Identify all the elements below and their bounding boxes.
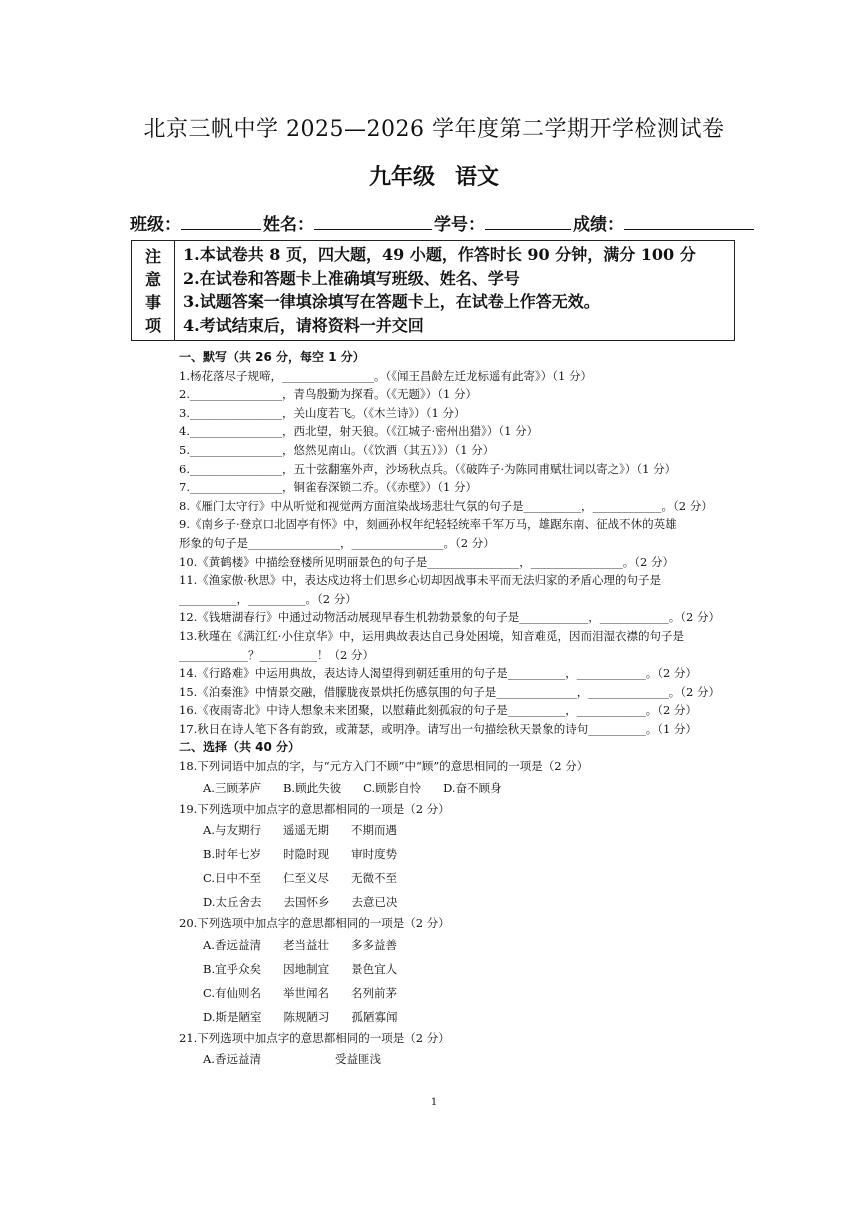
notice-box <box>131 240 735 341</box>
option: 老当益壮 <box>282 937 329 952</box>
option: 时隐时现 <box>283 847 330 862</box>
option-row <box>179 776 744 800</box>
exam-subtitle <box>0 160 868 191</box>
question-line: 5.________________，悠然见南山。（《饮酒（其五）》）（1 分） <box>179 442 495 457</box>
question-stem: 18.下列词语中加点的字，与“元方入门不顾”中“顾”的意思相同的一项是（2 分） <box>179 759 589 774</box>
question-line: 9.《南乡子·登京口北固亭有怀》中，刻画孙权年纪轻轻统率千军万马，雄踞东南、征战不休的英雄 <box>179 517 677 532</box>
student-info-row <box>130 210 756 235</box>
option-row <box>179 957 744 981</box>
option: 去国怀乡 <box>283 895 330 910</box>
subject-label: 语文 <box>455 165 500 190</box>
score-blank <box>624 215 754 230</box>
question-stem: 19.下列选项中加点字的意思都相同的一项是（2 分） <box>179 801 450 816</box>
option: 受益匪浅 <box>335 1052 381 1067</box>
question-line: ____________？__________！（2 分） <box>179 647 374 662</box>
notice-item: 2.在试卷和答题卡上准确填写班级、姓名、学号 <box>183 268 520 288</box>
score-label: 成绩： <box>573 215 624 235</box>
option: 遥遥无期 <box>282 823 329 838</box>
option: D.太丘舍去 <box>203 895 262 910</box>
class-blank <box>181 215 261 230</box>
option: 仁至义尽 <box>283 871 330 886</box>
question-line: 1.杨花落尽子规啼，________________。（《闻王昌龄左迁龙标遥有此寄》）（1 分） <box>179 368 592 383</box>
option-row <box>179 866 744 890</box>
question-line: 8.《雁门太守行》中从听觉和视觉两方面渲染战场悲壮气氛的句子是__________，____________。（2 分） <box>179 498 713 513</box>
exam-body <box>179 348 744 1071</box>
notice-item: 4.考试结束后，请将资料一并交回 <box>183 315 424 335</box>
question-line: 13.秋瑾在《满江红·小住京华》中，运用典故表达自己身处困境，知音难觅，因而泪湿衣襟的句子是 <box>179 628 684 643</box>
option: A.三顾茅庐 <box>203 780 261 795</box>
option: 陈规陋习 <box>283 1009 330 1024</box>
option: C.有仙则名 <box>203 985 262 1000</box>
option: A.香远益清 <box>203 937 261 952</box>
question-line: 11.《渔家傲·秋思》中，表达戍边将士们思乡心切却因战事未平而无法归家的矛盾心理的句子是 <box>179 573 661 588</box>
grade-label: 九年级 <box>368 165 435 190</box>
option: 无微不至 <box>351 871 398 886</box>
notice-head-char: 项 <box>144 315 161 335</box>
id-label: 学号： <box>434 215 485 235</box>
question-line: 12.《钱塘湖春行》中通过动物活动展现早春生机勃勃景象的句子是____________，____________。（2 分） <box>179 610 721 625</box>
option-row <box>179 1005 744 1029</box>
option: A.香远益清 <box>203 1052 261 1067</box>
notice-items <box>175 241 696 340</box>
question-line: 10.《黄鹤楼》中描绘登楼所见明丽景色的句子是________________，________________。（2 分） <box>179 554 675 569</box>
question-line: 14.《行路难》中运用典故，表达诗人渴望得到朝廷重用的句子是__________，____________。（2 分） <box>179 666 698 681</box>
option-row <box>179 842 744 866</box>
option-row <box>179 933 744 957</box>
option: B.宜乎众矣 <box>203 961 262 976</box>
question-stem: 21.下列选项中加点字的意思都相同的一项是（2 分） <box>179 1030 450 1045</box>
option: 名列前茅 <box>351 985 398 1000</box>
section-title: 一、默写（共 26 分，每空 1 分） <box>179 350 365 364</box>
option: 孤陋寡闻 <box>351 1009 398 1024</box>
option-row <box>179 1047 744 1071</box>
notice-head-char: 意 <box>144 269 161 289</box>
option: 举世闻名 <box>283 985 330 1000</box>
option: C.日中不至 <box>203 871 262 886</box>
option: C.顾影自怜 <box>363 780 422 795</box>
option: 多多益善 <box>350 937 397 952</box>
notice-head-char: 事 <box>144 292 161 312</box>
option: 因地制宜 <box>283 961 330 976</box>
option-row <box>179 981 744 1005</box>
option: A.与友期行 <box>203 823 261 838</box>
option-row <box>179 818 744 842</box>
question-line: 17.秋日在诗人笔下各有韵致，或萧瑟，或明净。请写出一句描绘秋天景象的诗句__________。（1 分） <box>179 721 698 736</box>
option: 不期而遇 <box>350 823 397 838</box>
notice-item: 1.本试卷共 8 页，四大题，49 小题，作答时长 90 分钟，满分 100 分 <box>183 245 696 264</box>
option-row <box>179 890 744 914</box>
question-line: __________，__________。（2 分） <box>179 591 357 606</box>
question-stem: 20.下列选项中加点字的意思都相同的一项是（2 分） <box>179 916 450 931</box>
notice-heading <box>132 241 175 340</box>
option: B.时年七岁 <box>203 847 262 862</box>
notice-head-char: 注 <box>144 246 161 266</box>
option: 去意已决 <box>351 895 398 910</box>
name-label: 姓名： <box>263 215 314 235</box>
question-line: 形象的句子是________________，________________。（2 分） <box>179 535 495 550</box>
question-line: 6.________________，五十弦翻塞外声，沙场秋点兵。（《破阵子·为陈同甫赋壮词以寄之》）（1 分） <box>179 461 677 476</box>
notice-item: 3.试题答案一律填涂填写在答题卡上，在试卷上作答无效。 <box>183 292 600 311</box>
question-line: 2.________________，青鸟殷勤为探看。（《无题》）（1 分） <box>179 387 477 402</box>
class-label: 班级： <box>130 215 181 235</box>
name-blank <box>314 215 432 230</box>
option: B.顾此失彼 <box>282 780 342 795</box>
question-line: 4.________________，西北望，射天狼。（《江城子·密州出猎》）（1 分） <box>179 424 539 439</box>
section-title: 二、选择（共 40 分） <box>179 740 301 755</box>
question-line: 7.________________，铜雀春深锁二乔。（《赤壁》）（1 分） <box>179 480 477 495</box>
question-line: 16.《夜雨寄北》中诗人想象未来团聚，以慰藉此刻孤寂的句子是__________，____________。（2 分） <box>179 703 698 718</box>
question-line: 3.________________，关山度若飞。（《木兰诗》）（1 分） <box>179 405 466 420</box>
id-blank <box>485 215 571 230</box>
option: D.斯是陋室 <box>203 1009 262 1024</box>
option: 审时度势 <box>351 847 398 862</box>
page-number: 1 <box>430 1097 438 1108</box>
exam-title: 北京三帆中学 2025—2026 学年度第二学期开学检测试卷 <box>143 117 725 142</box>
option: D.奋不顾身 <box>443 780 502 795</box>
question-line: 15.《泊秦淮》中情景交融，借朦胧夜景烘托伤感氛围的句子是______________，______________。（2 分） <box>179 684 721 699</box>
option: 景色宜人 <box>351 961 398 976</box>
